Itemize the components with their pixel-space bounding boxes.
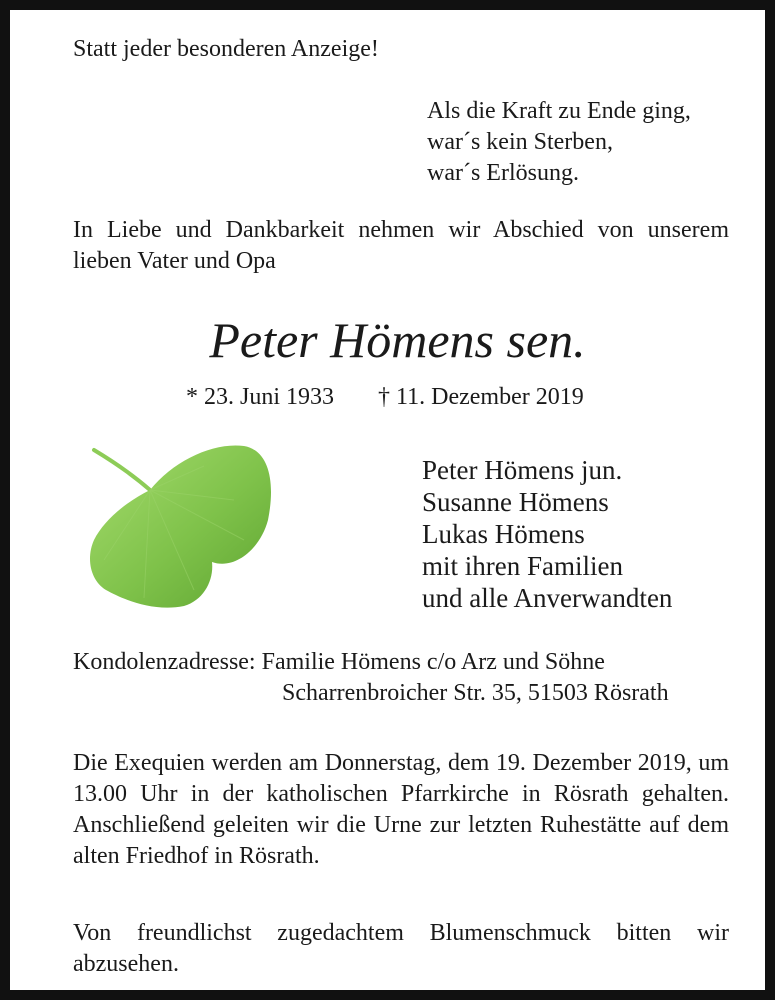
header-note: Statt jeder besonderen Anzeige! <box>73 36 379 62</box>
mourner-line: Peter Hömens jun. <box>422 455 623 485</box>
poem <box>427 96 691 189</box>
intro-text: In Liebe und Dankbarkeit nehmen wir Abschied von unserem lieben Vater und Opa <box>73 217 729 274</box>
poem-line: war´s kein Sterben, <box>427 129 613 155</box>
poem-line: war´s Erlösung. <box>427 160 579 186</box>
life-dates <box>186 382 584 413</box>
mourner-line: mit ihren Familien <box>422 551 623 581</box>
poem-line: Als die Kraft zu Ende ging, <box>427 98 691 124</box>
service-info: Die Exequien werden am Donnerstag, dem 19. Dezember 2019, um 13.00 Uhr in der katholischen Pfarrkirche in Rösrath gehalten. Anschließend geleiten wir die Urne zur letzten Ruhestätte auf dem alten Friedhof in Rösrath. <box>73 750 729 869</box>
mourner-line: und alle Anverwandten <box>422 583 673 613</box>
mourner-line: Susanne Hömens <box>422 487 609 517</box>
mourners-list <box>422 454 672 614</box>
mourner-line: Lukas Hömens <box>422 519 585 549</box>
birth-date: * 23. Juni 1933 <box>186 384 335 410</box>
condolence-line: Kondolenzadresse: Familie Hömens c/o Arz und Söhne <box>73 649 605 675</box>
death-date: † 11. Dezember 2019 <box>378 384 584 410</box>
condolence-address <box>73 647 723 709</box>
deceased-name: Peter Hömens sen. <box>209 312 586 368</box>
flowers-note: Von freundlichst zugedachtem Blumenschmuck bitten wir abzusehen. <box>73 920 729 977</box>
condolence-street: Scharrenbroicher Str. 35, 51503 Rösrath <box>282 680 669 706</box>
ginkgo-leaf-icon <box>84 440 278 610</box>
